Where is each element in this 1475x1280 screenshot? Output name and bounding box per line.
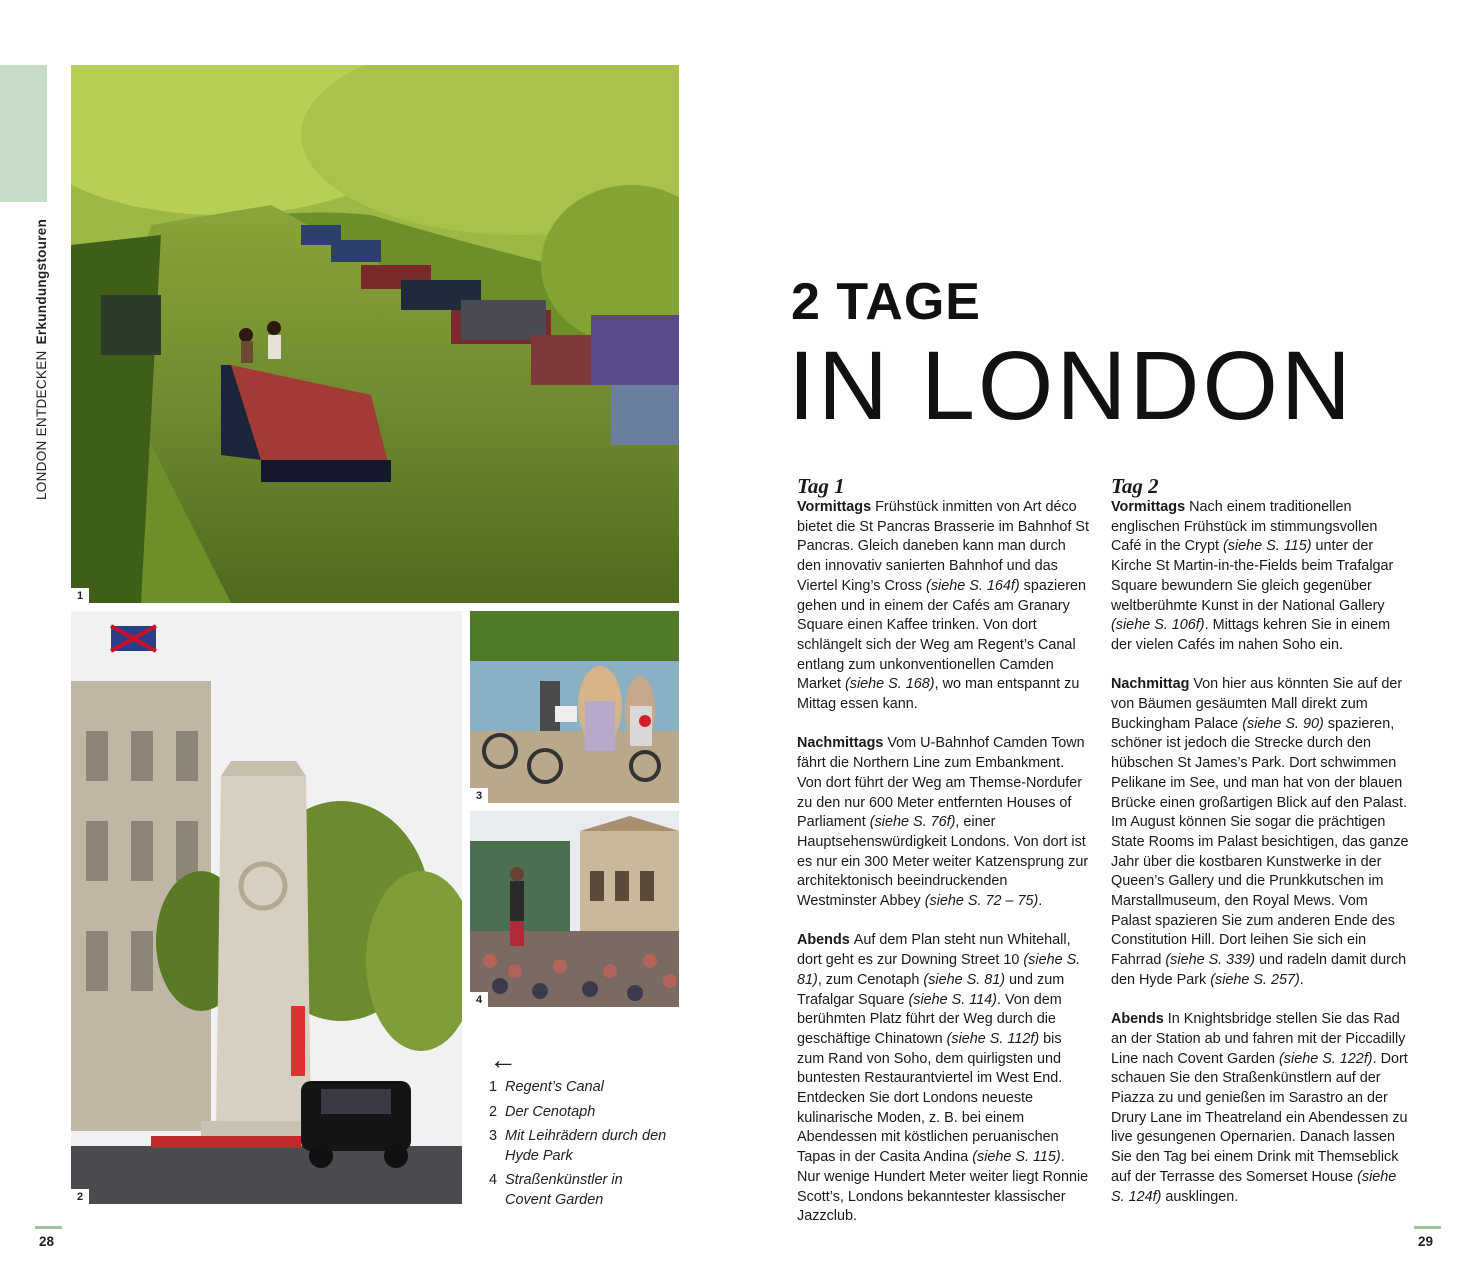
photo-captions: [489, 1078, 669, 1215]
day1-column: [797, 474, 1091, 1247]
photo-number: 1: [71, 588, 89, 603]
section-label: LONDON ENTDECKEN: [34, 350, 49, 500]
page-number-left: 28: [39, 1234, 55, 1249]
running-head: [34, 219, 49, 500]
title-line-2: IN LONDON: [788, 331, 1354, 440]
canal-photo: [71, 65, 679, 603]
day2-heading: Tag 2: [1111, 474, 1159, 498]
arrow-left-icon: ←: [489, 1044, 517, 1075]
day2-afternoon: Nachmittag Von hier aus könnten Sie auf der von Bäumen gesäumten Mall direkt zum Buckingham Palace (siehe S. 90) spazieren, schöner ist jedoch die Strecke durch den hübschen St James’s Park. Dort schwimmen Pelikane im See, und man hat von der blauen Brücke einen großartigen Blick auf den Palast. Im August können Sie sogar die prächtigen State Rooms im Palast besichtigen, das ganze Jahr über die kostbaren Kunstwerke in der Queen’s Gallery und die Prunkkutschen im Marstallmuseum, den Royal Mews. Vom Palast spazieren Sie zum anderen Ende des Constitution Hill. Dort leihen Sie sich ein Fahrrad (siehe S. 339) und radeln damit durch den Hyde Park (siehe S. 257).: [1111, 676, 1409, 988]
caption-item: 4 Straßenkünstler in Covent Garden: [489, 1172, 623, 1208]
caption-item: 2 Der Cenotaph: [489, 1103, 596, 1120]
day2-evening: Abends In Knightsbridge stellen Sie das Rad an der Station ab und fahren mit der Piccadilly Line nach Covent Garden (siehe S. 122f). Dort schauen Sie den Straßenkünstlern auf der Piazza zu und genießen im Sarastro an der Drury Lane im Theatreland ein Abendessen zu live gesungenen Opernarien. Danach lassen Sie den Tag bei einem Drink mit Themseblick auf der Terrasse des Somerset House (siehe S. 124f) ausklingen.: [1111, 1011, 1408, 1205]
day1-heading: Tag 1: [797, 474, 845, 498]
footer-rule-right: [1414, 1226, 1441, 1229]
caption-item: 3 Mit Leihrädern durch den Hyde Park: [489, 1128, 667, 1164]
chapter-label: Erkundungstouren: [34, 218, 49, 345]
street-performer-photo: [470, 811, 679, 1007]
day2-morning: Vormittags Nach einem traditionellen englischen Frühstück im stimmungsvollen Café in the Crypt (siehe S. 115) unter der Kirche St Martin-in-the-Fields beim Trafalgar Square bewundern Sie gleich gegenüber weltberühmte Kunst in der National Gallery (siehe S. 106f). Mittags kehren Sie in einem der vielen Cafés im nahen Soho ein.: [1111, 499, 1394, 653]
page-number-right: 29: [1418, 1234, 1434, 1249]
day2-column: [1111, 474, 1411, 1227]
day1-evening: Abends Auf dem Plan steht nun Whitehall, dort geht es zur Downing Street 10 (siehe S. 81), zum Cenotaph (siehe S. 81) und zum Trafalgar Square (siehe S. 114). Von dem berühmten Platz führt der Weg durch die geschäftige Chinatown (siehe S. 112f) bis zum Rand von Soho, dem quirligsten und buntesten Restaurantviertel im West End. Entdecken Sie dort Londons neueste kulinarische Moden, z. B. bei einem Abendessen mit köstlichen peruanischen Tapas in der Casita Andina (siehe S. 115). Nur wenige Hundert Meter weiter liegt Ronnie Scott’s, Londons bekanntester klassischer Jazzclub.: [797, 932, 1089, 1225]
footer-rule-left: [35, 1226, 62, 1229]
day1-afternoon: Nachmittags Vom U-Bahnhof Camden Town fährt die Northern Line zum Embankment. Von dort führt der Weg am Themse-Nordufer zu den nur 600 Meter entfernten Houses of Parliament (siehe S. 76f), einer Hauptsehenswürdigkeit Londons. Von dort ist es nur ein 300 Meter weiter Katzensprung zur architektonisch beeindruckenden Westminster Abbey (siehe S. 72 – 75).: [797, 735, 1089, 910]
chapter-tab: [0, 65, 47, 202]
cenotaph-photo: [71, 611, 462, 1204]
bikes-photo: [470, 611, 679, 803]
title-line-1: 2 TAGE: [791, 273, 981, 331]
photo-number: 2: [71, 1189, 89, 1204]
photo-number: 4: [470, 992, 488, 1007]
photo-number: 3: [470, 788, 488, 803]
caption-item: 1 Regent’s Canal: [489, 1079, 604, 1095]
day1-morning: Vormittags Frühstück inmitten von Art déco bietet die St Pancras Brasserie im Bahnhof St Pancras. Gleich daneben kann man durch den innovativ sanierten Bahnhof und das Viertel King’s Cross (siehe S. 164f) spazieren gehen und in einem der Cafés am Granary Square einen Kaffee trinken. Von dort schlängelt sich der Weg am Regent’s Canal entlang zum unkonventionellen Camden Market (siehe S. 168), wo man entspannt zu Mittag essen kann.: [797, 499, 1089, 713]
